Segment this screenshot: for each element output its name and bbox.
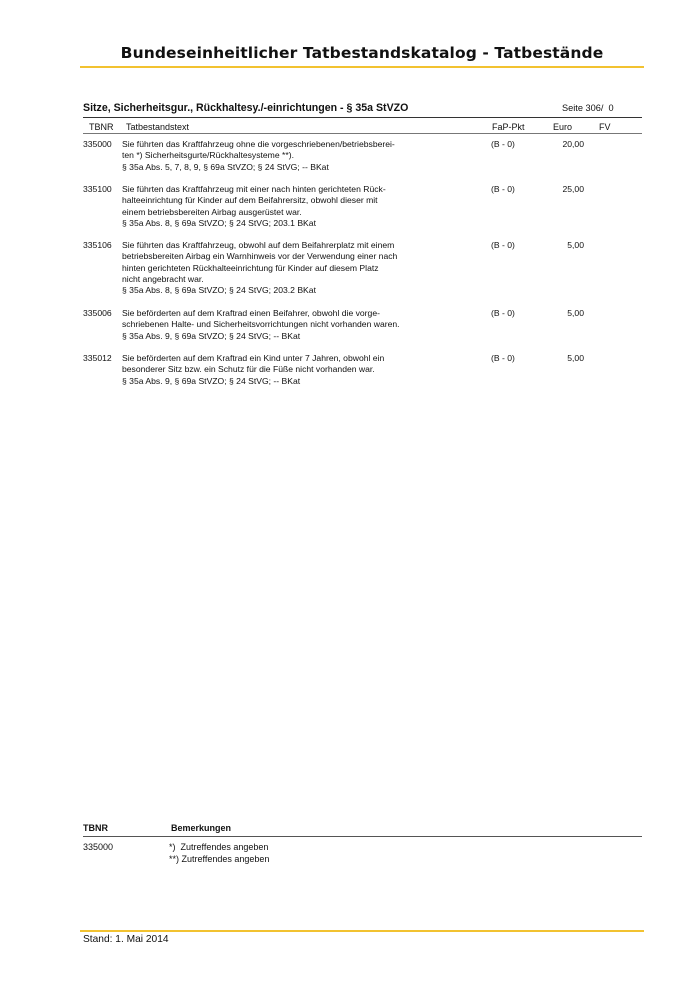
footer-stand: Stand: 1. Mai 2014 [83, 934, 169, 945]
entry-fap-points: (B - 0) [491, 308, 515, 318]
entry-text-line: Sie führten das Kraftfahrzeug ohne die vorgeschriebenen/betriebsberei- [122, 139, 395, 149]
entry-text [122, 308, 432, 342]
entry-text-line: besonderer Sitz bzw. ein Schutz für die Füße nicht vorhanden war. [122, 364, 375, 375]
entry-text [122, 139, 432, 173]
entry-tbnr: 335012 [83, 353, 112, 363]
entry-fap-points: (B - 0) [491, 353, 515, 363]
table-row [0, 240, 700, 308]
entry-text-line: § 35a Abs. 5, 7, 8, 9, § 69a StVZO; § 24 StVG; -- BKat [122, 161, 329, 172]
page-number: Seite 306/ 0 [562, 103, 614, 113]
entry-text-line: Sie führten das Kraftfahrzeug, obwohl auf dem Beifahrerplatz mit einem [122, 240, 395, 250]
entry-text [122, 353, 432, 387]
section-heading: Sitze, Sicherheitsgur., Rückhaltesy./-einrichtungen - § 35a StVZO [83, 102, 409, 114]
entry-text [122, 184, 432, 229]
entry-text-line: Sie führten das Kraftfahrzeug mit einer nach hinten gerichteten Rück- [122, 184, 386, 194]
entry-euro: 20,00 [562, 139, 584, 149]
entry-text [122, 240, 432, 296]
entry-text-line: halteeinrichtung für Kinder auf dem Beifahrersitz, obwohl dieser mit [122, 195, 378, 206]
entry-text-line: nicht angebracht war. [122, 273, 204, 284]
entry-text-line: Sie beförderten auf dem Kraftrad ein Kind unter 7 Jahren, obwohl ein [122, 353, 385, 363]
entry-fap-points: (B - 0) [491, 240, 515, 250]
entry-text-line: § 35a Abs. 8, § 69a StVZO; § 24 StVG; 203.1 BKat [122, 217, 316, 228]
table-row [0, 139, 700, 184]
offense-list [0, 139, 700, 398]
entry-text-line: hinten gerichteten Rückhalteeinrichtung für Kinder auf diesem Platz [122, 262, 379, 273]
page-title: Bundeseinheitlicher Tatbestandskatalog - Tatbestände [120, 44, 604, 62]
entry-euro: 5,00 [567, 240, 584, 250]
table-row [0, 184, 700, 240]
remarks-divider [83, 836, 642, 837]
remarks-header-tbnr: TBNR [83, 823, 108, 833]
entry-tbnr: 335100 [83, 184, 112, 194]
remark-notes [169, 842, 269, 865]
table-row [0, 353, 700, 398]
entry-tbnr: 335006 [83, 308, 112, 318]
entry-fap-points: (B - 0) [491, 139, 515, 149]
entry-tbnr: 335000 [83, 139, 112, 149]
section-divider [83, 117, 642, 118]
column-header-euro: Euro [553, 122, 573, 132]
entry-text-line: ten *) Sicherheitsgurte/Rückhaltesysteme **). [122, 150, 294, 161]
entry-text-line: Sie beförderten auf dem Kraftrad einen Beifahrer, obwohl die vorge- [122, 308, 380, 318]
remarks-header-text: Bemerkungen [171, 823, 232, 833]
entry-text-line: § 35a Abs. 9, § 69a StVZO; § 24 StVG; -- BKat [122, 375, 301, 386]
entry-text-line: schriebenen Halte- und Sicherheitsvorrichtungen nicht vorhanden waren. [122, 319, 400, 330]
entry-fap-points: (B - 0) [491, 184, 515, 194]
entry-text-line: betriebsbereiten Airbag ein Warnhinweis vor der Verwendung einer nach [122, 251, 398, 262]
entry-text-line: einem betriebsbereiten Airbag ausgerüstet war. [122, 206, 302, 217]
entry-euro: 5,00 [567, 353, 584, 363]
column-header-tbnr: TBNR [89, 122, 114, 132]
remark-note: **) Zutreffendes angeben [169, 853, 270, 864]
entry-text-line: § 35a Abs. 9, § 69a StVZO; § 24 StVG; -- BKat [122, 330, 301, 341]
remark-tbnr: 335000 [83, 842, 114, 852]
column-header-fap: FaP-Pkt [492, 122, 525, 132]
remark-note: *) Zutreffendes angeben [169, 842, 269, 852]
column-header-fv: FV [599, 122, 611, 132]
column-header-divider [83, 133, 642, 134]
entry-euro: 5,00 [567, 308, 584, 318]
header-divider [80, 66, 644, 68]
footer-divider [80, 930, 644, 932]
entry-tbnr: 335106 [83, 240, 112, 250]
table-row [0, 308, 700, 353]
entry-text-line: § 35a Abs. 8, § 69a StVZO; § 24 StVG; 203.2 BKat [122, 285, 316, 296]
entry-euro: 25,00 [562, 184, 584, 194]
column-header-text: Tatbestandstext [126, 122, 190, 132]
